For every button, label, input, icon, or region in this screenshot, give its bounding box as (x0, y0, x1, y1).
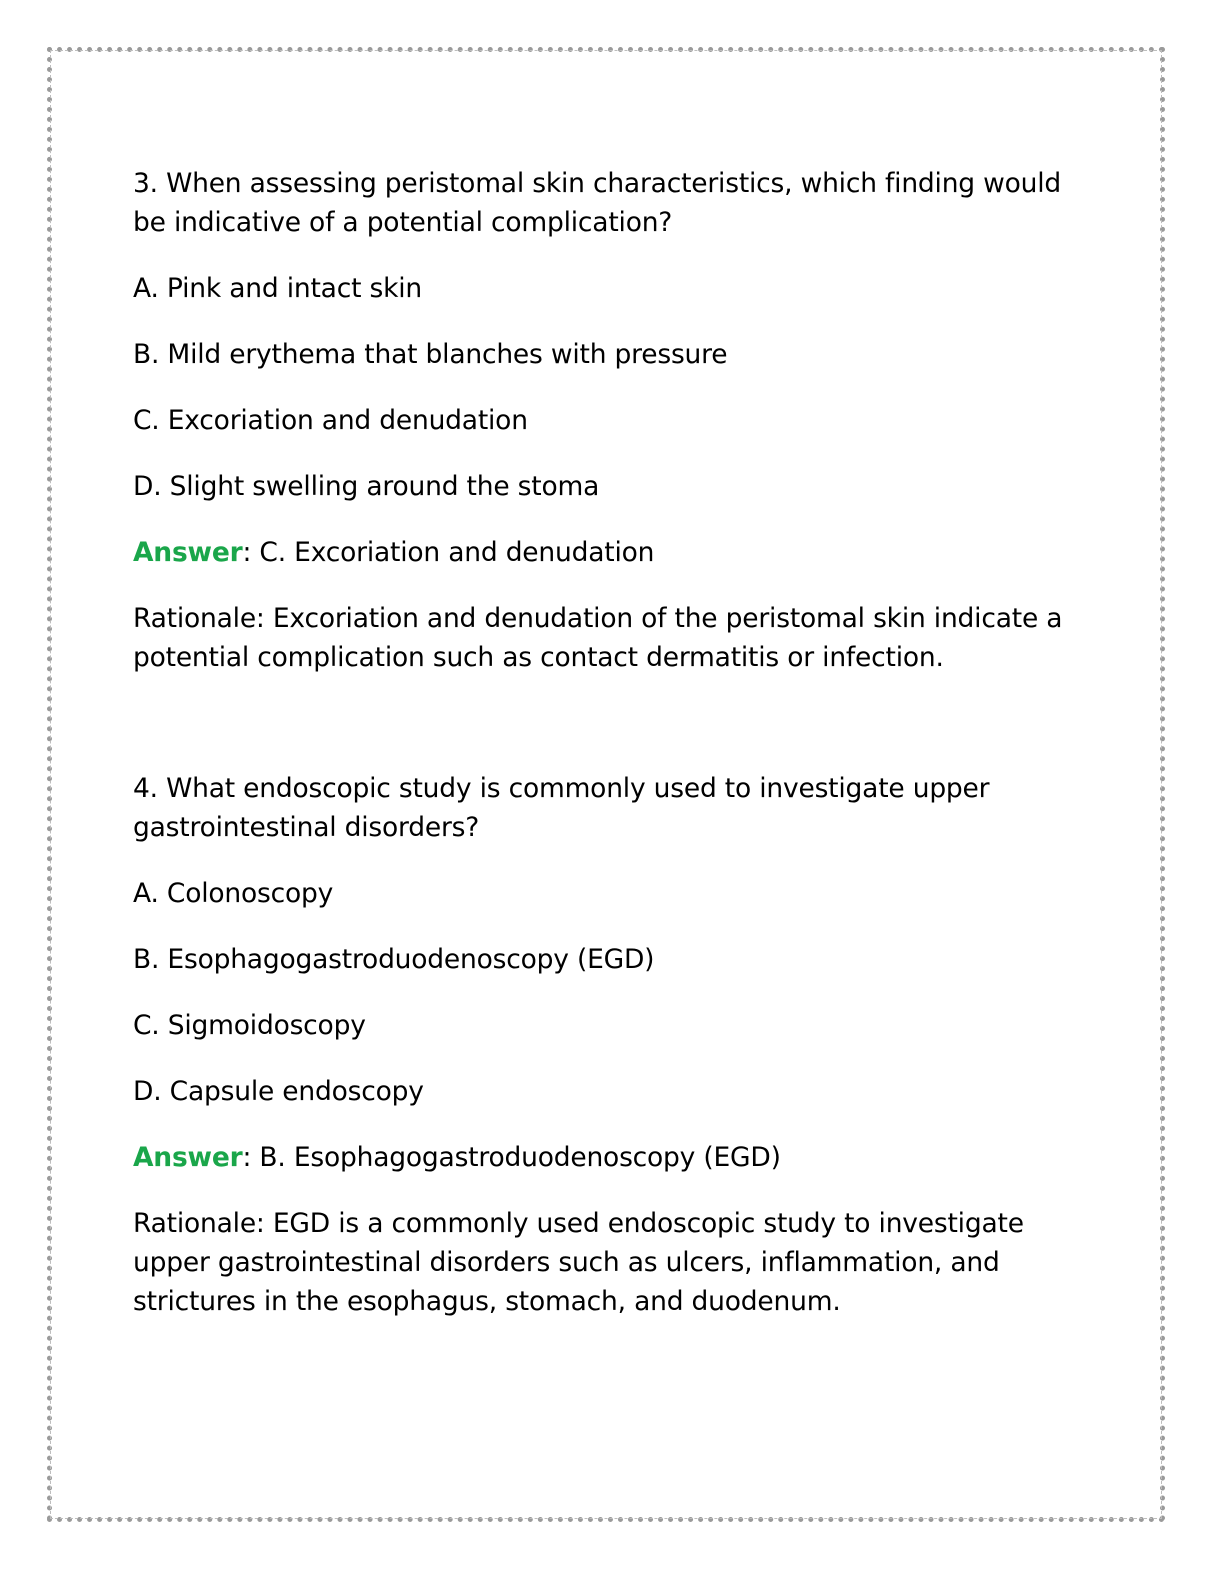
answer-text: : C. Excoriation and denudation (242, 537, 655, 568)
answer-line (133, 533, 1093, 572)
option-b: B. Mild erythema that blanches with pressure (133, 339, 728, 370)
answer-label: Answer (133, 537, 243, 568)
answer-text: : B. Esophagogastroduodenoscopy (EGD) (242, 1142, 781, 1173)
option-c: C. Sigmoidoscopy (133, 1010, 366, 1041)
rationale-text: Rationale: EGD is a commonly used endoscopic study to investigate upper gastrointestinal disorders such as ulcers, inflammation, and strictures in the esophagus, stomach, and duodenum. (133, 1208, 1024, 1317)
option-b: B. Esophagogastroduodenoscopy (EGD) (133, 944, 655, 975)
answer-line (133, 1138, 1093, 1177)
document-content (133, 164, 1093, 1413)
question-text: 4. What endoscopic study is commonly used to investigate upper gastrointestinal disorders? (133, 773, 990, 843)
option-d: D. Capsule endoscopy (133, 1076, 424, 1107)
question-4-block (133, 769, 1093, 1321)
option-a: A. Pink and intact skin (133, 273, 422, 304)
rationale-text: Rationale: Excoriation and denudation of the peristomal skin indicate a potential complication such as contact dermatitis or infection. (133, 603, 1063, 673)
question-text: 3. When assessing peristomal skin characteristics, which finding would be indicative of a potential complication? (133, 168, 1062, 238)
option-c: C. Excoriation and denudation (133, 405, 528, 436)
option-d: D. Slight swelling around the stoma (133, 471, 600, 502)
option-a: A. Colonoscopy (133, 878, 334, 909)
answer-label: Answer (133, 1142, 243, 1173)
question-3-block (133, 164, 1093, 677)
